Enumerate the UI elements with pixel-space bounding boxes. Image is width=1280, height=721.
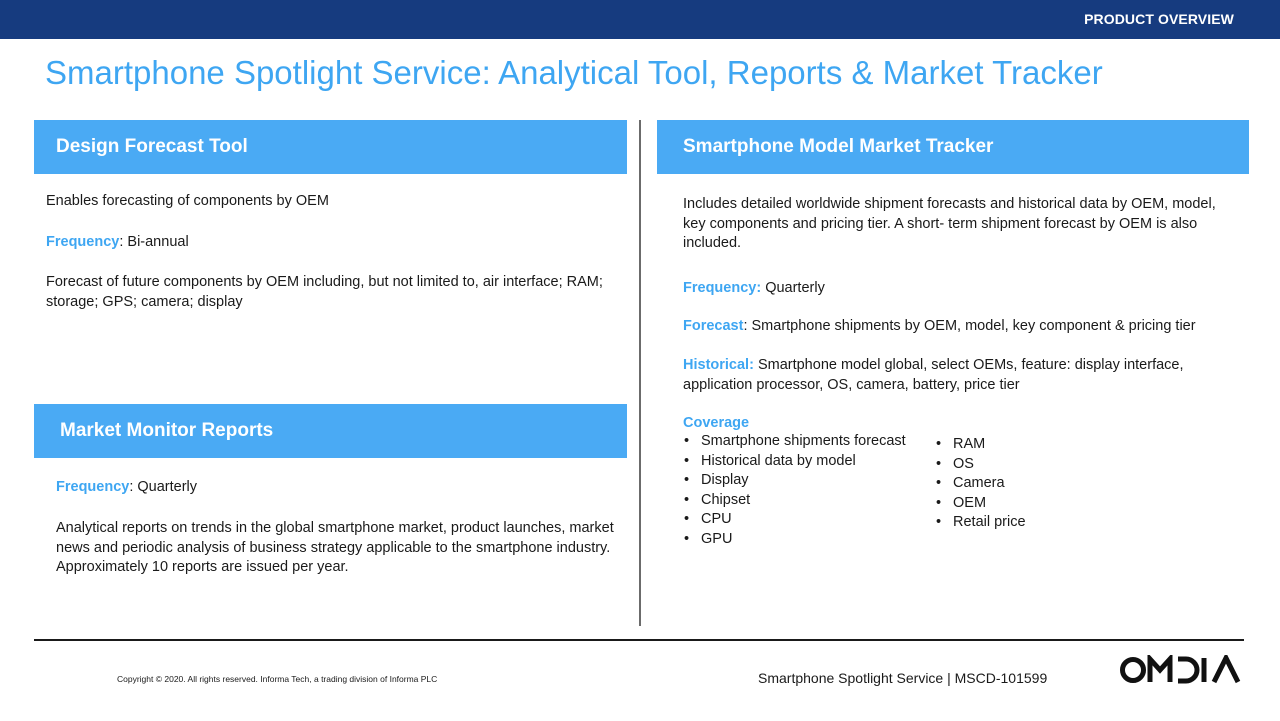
- model-market-tracker-header: Smartphone Model Market Tracker: [657, 120, 1249, 174]
- tracker-intro: Includes detailed worldwide shipment forecasts and historical data by OEM, model, key components and pricing tier. A short- term shipment forecast by OEM is also included.: [683, 196, 1216, 251]
- product-overview-tag: PRODUCT OVERVIEW: [1084, 11, 1234, 27]
- design-forecast-description: Forecast of future components by OEM including, but not limited to, air interface; RAM; storage; GPS; camera; display: [46, 274, 603, 310]
- coverage-label: Coverage: [683, 415, 750, 431]
- design-forecast-frequency: [46, 233, 606, 253]
- frequency-label: Frequency: [56, 479, 130, 495]
- document-reference: Smartphone Spotlight Service | MSCD-101599: [758, 670, 1048, 686]
- column-divider: [639, 120, 641, 626]
- omdia-logo: [1120, 655, 1244, 685]
- coverage-item: • Camera: [935, 474, 1026, 494]
- frequency-value: : Quarterly: [129, 479, 198, 495]
- frequency-value: Quarterly: [761, 280, 825, 296]
- tracker-frequency: [683, 279, 1243, 299]
- coverage-item: • Display: [683, 471, 906, 491]
- market-monitor-frequency: [56, 478, 616, 498]
- coverage-list-1: [683, 432, 906, 549]
- market-monitor-description: Analytical reports on trends in the global smartphone market, product launches, market news and periodic analysis of business strategy applicable to the smartphone industry. Approximately 10 reports are issued per year.: [56, 520, 614, 575]
- coverage-item: • Smartphone shipments forecast: [683, 432, 906, 452]
- historical-label: Historical:: [683, 357, 754, 373]
- copyright-notice: Copyright © 2020. All rights reserved. Informa Tech, a trading division of Informa PLC: [117, 674, 438, 684]
- tracker-historical: [683, 356, 1223, 395]
- forecast-label: Forecast: [683, 318, 744, 334]
- frequency-value: : Bi-annual: [119, 234, 189, 250]
- coverage-item: • RAM: [935, 435, 1026, 455]
- market-monitor-reports-header: Market Monitor Reports: [34, 404, 627, 458]
- coverage-item: • Chipset: [683, 491, 906, 511]
- design-forecast-tool-header: Design Forecast Tool: [34, 120, 627, 174]
- coverage-item: • Historical data by model: [683, 452, 906, 472]
- coverage-item: • OEM: [935, 494, 1026, 514]
- coverage-list-2: [935, 435, 1026, 533]
- frequency-label: Frequency:: [683, 280, 762, 296]
- historical-value: Smartphone model global, select OEMs, feature: display interface, application processor, OS, camera, battery, price tier: [683, 357, 1184, 393]
- coverage-item: • CPU: [683, 510, 906, 530]
- tracker-forecast: [683, 317, 1243, 337]
- coverage-item: • OS: [935, 455, 1026, 475]
- coverage-item: • GPU: [683, 530, 906, 550]
- coverage-item: • Retail price: [935, 513, 1026, 533]
- top-bar: [0, 0, 1280, 39]
- forecast-value: : Smartphone shipments by OEM, model, key component & pricing tier: [743, 318, 1196, 334]
- page-title: Smartphone Spotlight Service: Analytical Tool, Reports & Market Tracker: [45, 54, 1103, 91]
- frequency-label: Frequency: [46, 234, 120, 250]
- design-forecast-intro: Enables forecasting of components by OEM: [46, 193, 329, 209]
- footer-divider: [34, 639, 1244, 641]
